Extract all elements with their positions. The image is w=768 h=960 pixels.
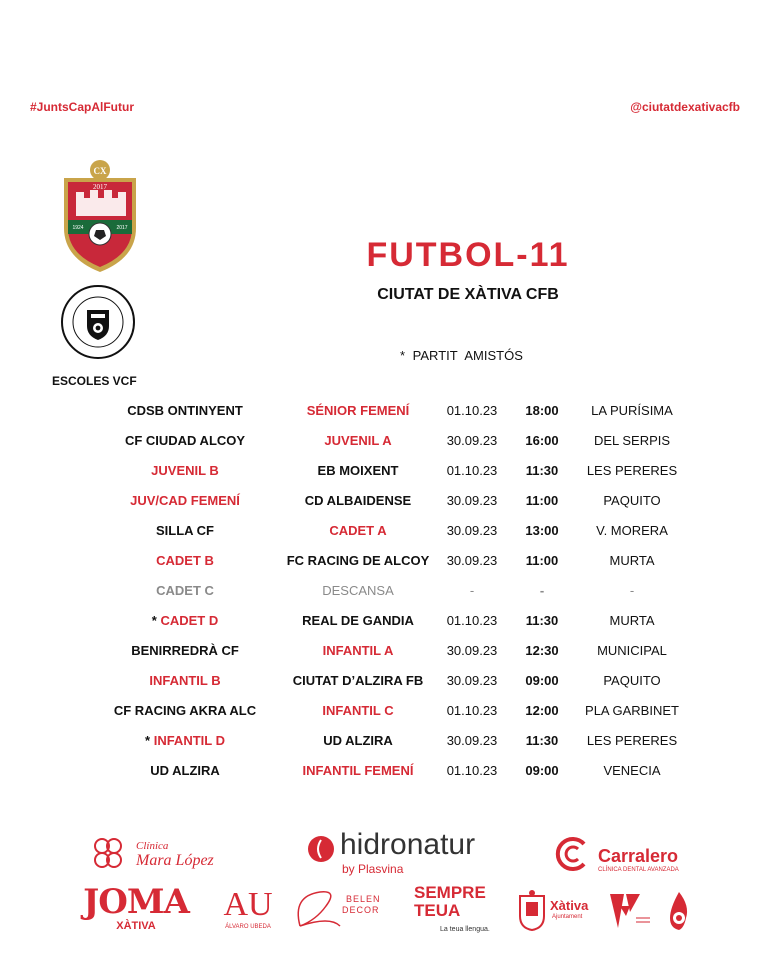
match-date: 01.10.23: [446, 613, 498, 628]
xativa-coat-of-arms-icon: [516, 888, 548, 932]
away-team: CADET A: [329, 523, 387, 538]
carralero-icon: [552, 834, 592, 874]
match-date: 01.10.23: [446, 703, 498, 718]
home-team-name: CADET C: [156, 583, 214, 598]
match-date: 30.09.23: [446, 643, 498, 658]
away-team: CIUTAT D’ALZIRA FB: [292, 673, 424, 688]
home-team: [90, 696, 280, 726]
flame-emblem-icon: [664, 888, 694, 934]
away-team: REAL DE GANDIA: [302, 613, 414, 628]
vcf-academy-badge: [60, 284, 136, 360]
match-date: 30.09.23: [446, 733, 498, 748]
home-team: [90, 546, 280, 576]
social-handle[interactable]: @ciutatdexativacfb: [630, 100, 740, 114]
friendly-note: * PARTIT AMISTÓS: [400, 348, 523, 363]
home-team-name: CF RACING AKRA ALC: [113, 703, 257, 718]
home-team: [90, 486, 280, 516]
match-venue: -: [629, 583, 635, 598]
page-title: FUTBOL-11: [366, 236, 570, 274]
ffcv-logo-icon: [606, 888, 652, 934]
match-row: [90, 666, 710, 696]
friendly-marker: *: [145, 733, 154, 748]
match-date: 01.10.23: [446, 463, 498, 478]
match-time: 09:00: [525, 763, 559, 778]
home-team-name: INFANTIL B: [149, 673, 221, 688]
belen-line1: BELEN: [346, 894, 381, 904]
match-row: [90, 576, 710, 606]
match-venue: PAQUITO: [603, 673, 661, 688]
match-row: [90, 426, 710, 456]
home-team-name: CADET B: [156, 553, 214, 568]
alvaro-ubeda-name: ÁLVARO UBEDA: [225, 924, 271, 930]
home-team: [90, 606, 280, 636]
away-team: FC RACING DE ALCOY: [286, 553, 430, 568]
match-row: [90, 396, 710, 426]
match-time: 11:00: [525, 553, 559, 568]
match-date: 01.10.23: [446, 763, 498, 778]
home-team: [90, 516, 280, 546]
sempre-line1: SEMPRE: [414, 883, 486, 902]
carralero-name: Carralero: [598, 846, 679, 866]
crest-monogram: CX: [93, 166, 107, 176]
hidronatur-by: by Plasvina: [342, 862, 404, 876]
mara-lopez-icon: [86, 834, 130, 874]
match-row: [90, 456, 710, 486]
match-date: 30.09.23: [446, 433, 498, 448]
home-team: [90, 636, 280, 666]
carralero-tag: CLÍNICA DENTAL AVANZADA: [598, 867, 679, 873]
xativa-name: Xàtiva: [550, 898, 589, 913]
home-team: [90, 426, 280, 456]
joma-sub: XÀTIVA: [116, 920, 156, 932]
home-team: [90, 726, 280, 756]
home-team-name: INFANTIL D: [153, 733, 225, 748]
home-team-name: CADET D: [160, 613, 219, 628]
away-team: EB MOIXENT: [317, 463, 399, 478]
match-row: [90, 606, 710, 636]
match-time: 16:00: [525, 433, 559, 448]
home-team-name: CDSB ONTINYENT: [127, 403, 243, 418]
hidronatur-drop-icon: [306, 834, 336, 864]
match-time: -: [539, 583, 545, 598]
home-team-name: JUV/CAD FEMENÍ: [130, 493, 240, 508]
match-venue: LES PERERES: [586, 733, 678, 748]
match-date: -: [469, 583, 475, 598]
match-venue: MUNICIPAL: [597, 643, 667, 658]
match-venue: LA PURÍSIMA: [591, 403, 673, 418]
match-time: 12:30: [525, 643, 559, 658]
away-team: SÉNIOR FEMENÍ: [306, 403, 410, 418]
match-date: 30.09.23: [446, 553, 498, 568]
sempre-tag: La teua llengua.: [440, 926, 490, 933]
crest-year-right: 2017: [116, 225, 128, 231]
crest-year: 2017: [93, 183, 107, 191]
match-time: 12:00: [525, 703, 559, 718]
match-row: [90, 516, 710, 546]
sponsor-strip: [0, 826, 768, 946]
match-time: 11:30: [525, 613, 559, 628]
mara-lopez-line1: Clínica: [136, 840, 169, 852]
home-team: [90, 756, 280, 786]
away-team: CD ALBAIDENSE: [304, 493, 412, 508]
match-time: 11:30: [525, 733, 559, 748]
match-row: [90, 696, 710, 726]
away-team: INFANTIL A: [322, 643, 394, 658]
match-time: 09:00: [525, 673, 559, 688]
away-team: DESCANSA: [322, 583, 394, 598]
match-venue: PLA GARBINET: [585, 703, 679, 718]
match-row: [90, 486, 710, 516]
sempre-line2: TEUA: [414, 901, 461, 920]
crest-year-left: 1924: [72, 225, 84, 231]
match-row: [90, 636, 710, 666]
away-team: UD ALZIRA: [323, 733, 393, 748]
home-team-name: CF CIUDAD ALCOY: [124, 433, 246, 448]
hashtag[interactable]: #JuntsCapAlFutur: [30, 100, 135, 114]
match-date: 30.09.23: [446, 493, 498, 508]
mara-lopez-line2: Mara López: [136, 852, 214, 869]
match-row: [90, 546, 710, 576]
away-team: INFANTIL C: [322, 703, 394, 718]
academy-label: ESCOLES VCF: [52, 374, 137, 388]
match-venue: VENECIA: [603, 763, 661, 778]
home-team-name: SILLA CF: [155, 523, 214, 538]
home-team-name: JUVENIL B: [151, 463, 219, 478]
match-time: 11:00: [525, 493, 559, 508]
match-time: 18:00: [525, 403, 559, 418]
club-crest-logo: [60, 158, 140, 274]
away-team: JUVENIL A: [324, 433, 392, 448]
home-team-name: UD ALZIRA: [150, 763, 220, 778]
match-date: 30.09.23: [446, 523, 498, 538]
match-venue: LES PERERES: [586, 463, 678, 478]
page-subtitle: CIUTAT DE XÀTIVA CFB: [377, 286, 559, 303]
home-team: [90, 666, 280, 696]
home-team-name: BENIRREDRÀ CF: [131, 643, 239, 658]
belen-line2: DECOR: [342, 905, 380, 915]
match-date: 01.10.23: [446, 403, 498, 418]
home-team: [90, 576, 280, 606]
match-venue: MURTA: [609, 553, 655, 568]
match-row: [90, 756, 710, 786]
home-team: [90, 396, 280, 426]
match-time: 13:00: [525, 523, 559, 538]
match-venue: V. MORERA: [596, 523, 668, 538]
match-venue: PAQUITO: [603, 493, 661, 508]
match-time: 11:30: [525, 463, 559, 478]
xativa-sub: Ajuntament: [552, 914, 583, 920]
home-team: [90, 456, 280, 486]
match-venue: MURTA: [609, 613, 655, 628]
match-venue: DEL SERPIS: [593, 433, 671, 448]
hidronatur-name: hidronatur: [340, 828, 476, 861]
friendly-marker: *: [151, 613, 161, 628]
match-row: [90, 726, 710, 756]
joma-logo: JOMA: [83, 882, 189, 922]
match-date: 30.09.23: [446, 673, 498, 688]
away-team: INFANTIL FEMENÍ: [302, 763, 414, 778]
alvaro-ubeda-mark: AU: [223, 886, 273, 923]
